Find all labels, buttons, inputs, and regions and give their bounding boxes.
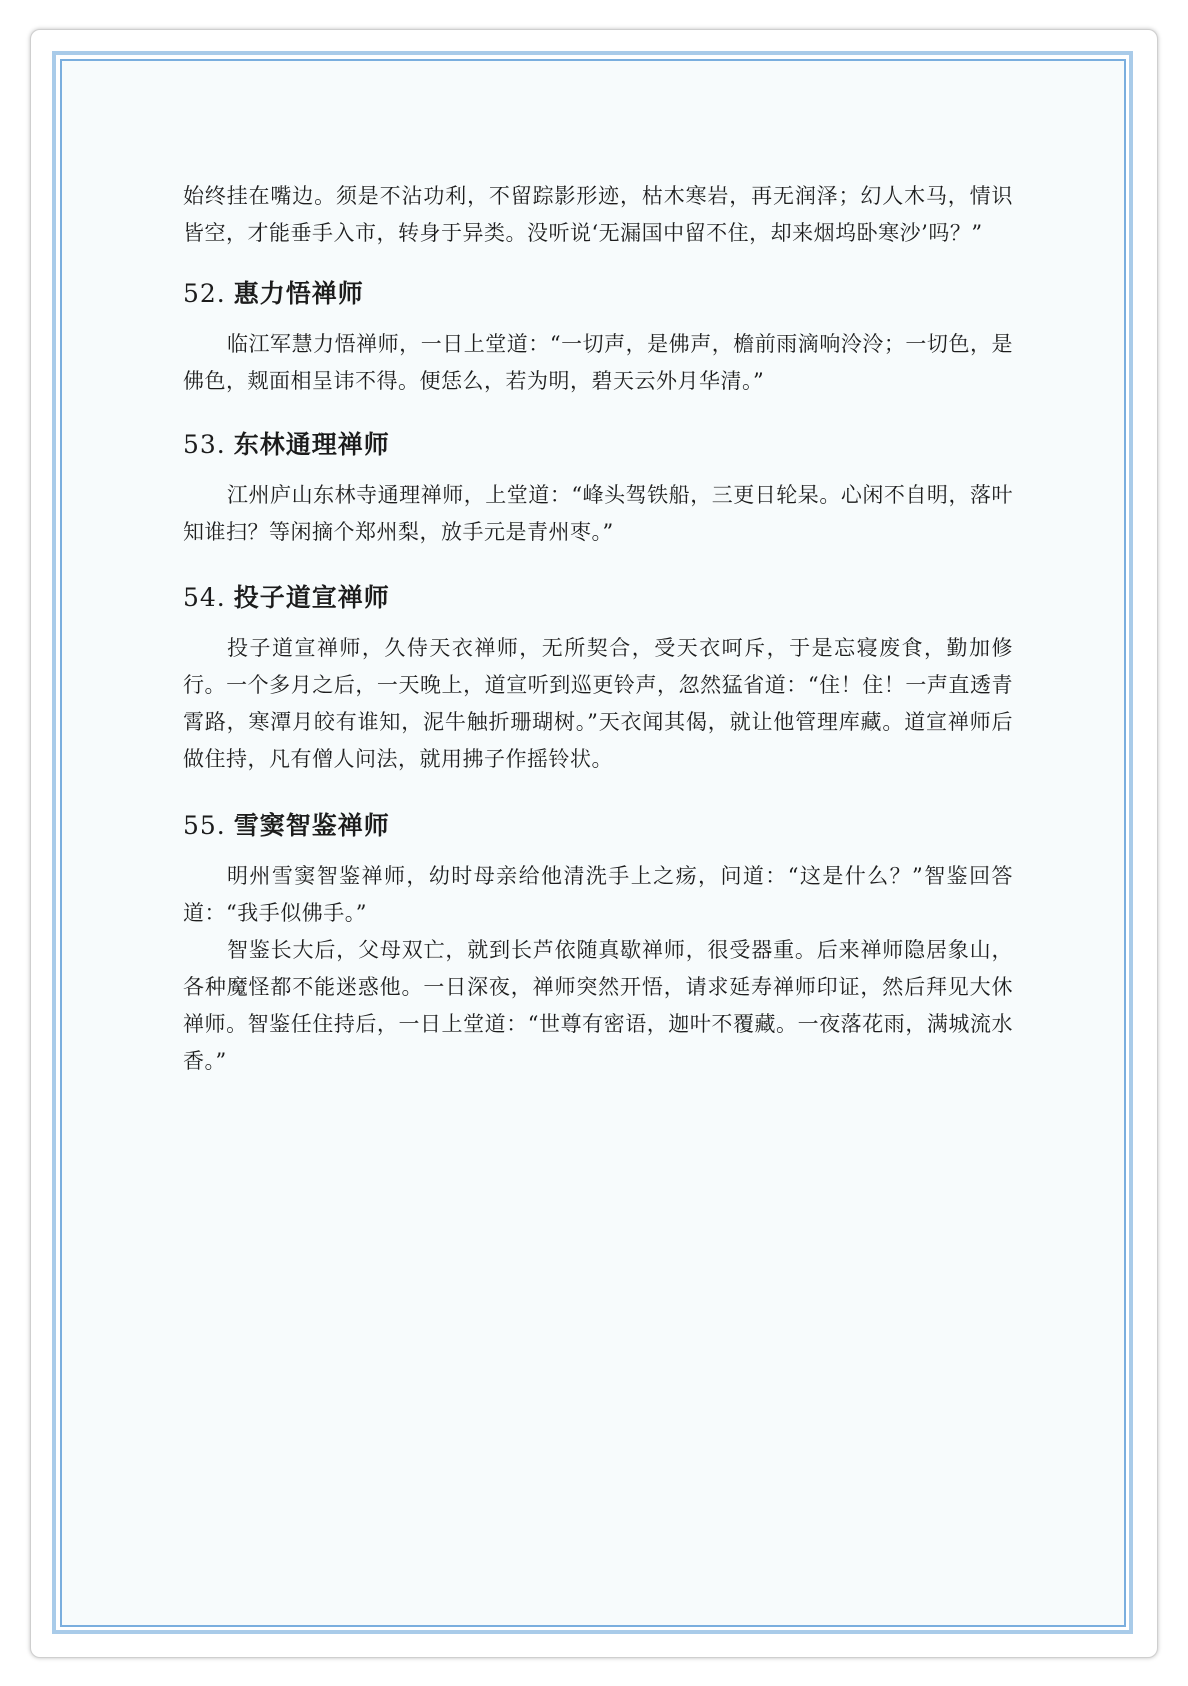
- section-heading-54: [183, 580, 1013, 616]
- section-paragraph: 智鉴长大后，父母双亡，就到长芦依随真歇禅师，很受器重。后来禅师隐居象山，各种魔怪都不能迷惑他。一日深夜，禅师突然开悟，请求延寿禅师印证，然后拜见大休禅师。智鉴任住持后，一日上堂道：“世尊有密语，迦叶不覆藏。一夜落花雨，满城流水香。”: [183, 938, 1013, 1073]
- document-body: [183, 178, 1013, 1080]
- section-paragraph: 江州庐山东林寺通理禅师，上堂道：“峰头驾铁船，三更日轮杲。心闲不自明，落叶知谁扫？等闲摘个郑州梨，放手元是青州枣。”: [183, 483, 1013, 544]
- section-paragraph: 明州雪窦智鉴禅师，幼时母亲给他清洗手上之疡，问道：“这是什么？”智鉴回答道：“我手似佛手。”: [183, 864, 1013, 925]
- section-heading-52: [183, 276, 1013, 312]
- section-title: 投子道宣禅师: [233, 583, 390, 612]
- section-heading-55: [183, 808, 1013, 844]
- section-paragraph: 临江军慧力悟禅师，一日上堂道：“一切声，是佛声，檐前雨滴响泠泠；一切色，是佛色，觌面相呈讳不得。便恁么，若为明，碧天云外月华清。”: [183, 332, 1013, 393]
- continuation-paragraph: 始终挂在嘴边。须是不沾功利，不留踪影形迹，枯木寒岩，再无润泽；幻人木马，情识皆空，才能垂手入市，转身于异类。没听说‘无漏国中留不住，却来烟坞卧寒沙’吗？”: [183, 184, 1013, 245]
- section-title: 惠力悟禅师: [233, 279, 364, 308]
- section-number: 55.: [183, 811, 226, 840]
- section-paragraph: 投子道宣禅师，久侍天衣禅师，无所契合，受天衣呵斥，于是忘寝废食，勤加修行。一个多月之后，一天晚上，道宣听到巡更铃声，忽然猛省道：“住！住！一声直透青霄路，寒潭月皎有谁知，泥牛触折珊瑚树。”天衣闻其偈，就让他管理库藏。道宣禅师后做住持，凡有僧人问法，就用拂子作摇铃状。: [183, 636, 1013, 771]
- section-title: 东林通理禅师: [233, 430, 390, 459]
- section-number: 52.: [183, 279, 226, 308]
- section-heading-53: [183, 427, 1013, 463]
- section-number: 54.: [183, 583, 226, 612]
- section-title: 雪窦智鉴禅师: [233, 811, 390, 840]
- section-number: 53.: [183, 430, 226, 459]
